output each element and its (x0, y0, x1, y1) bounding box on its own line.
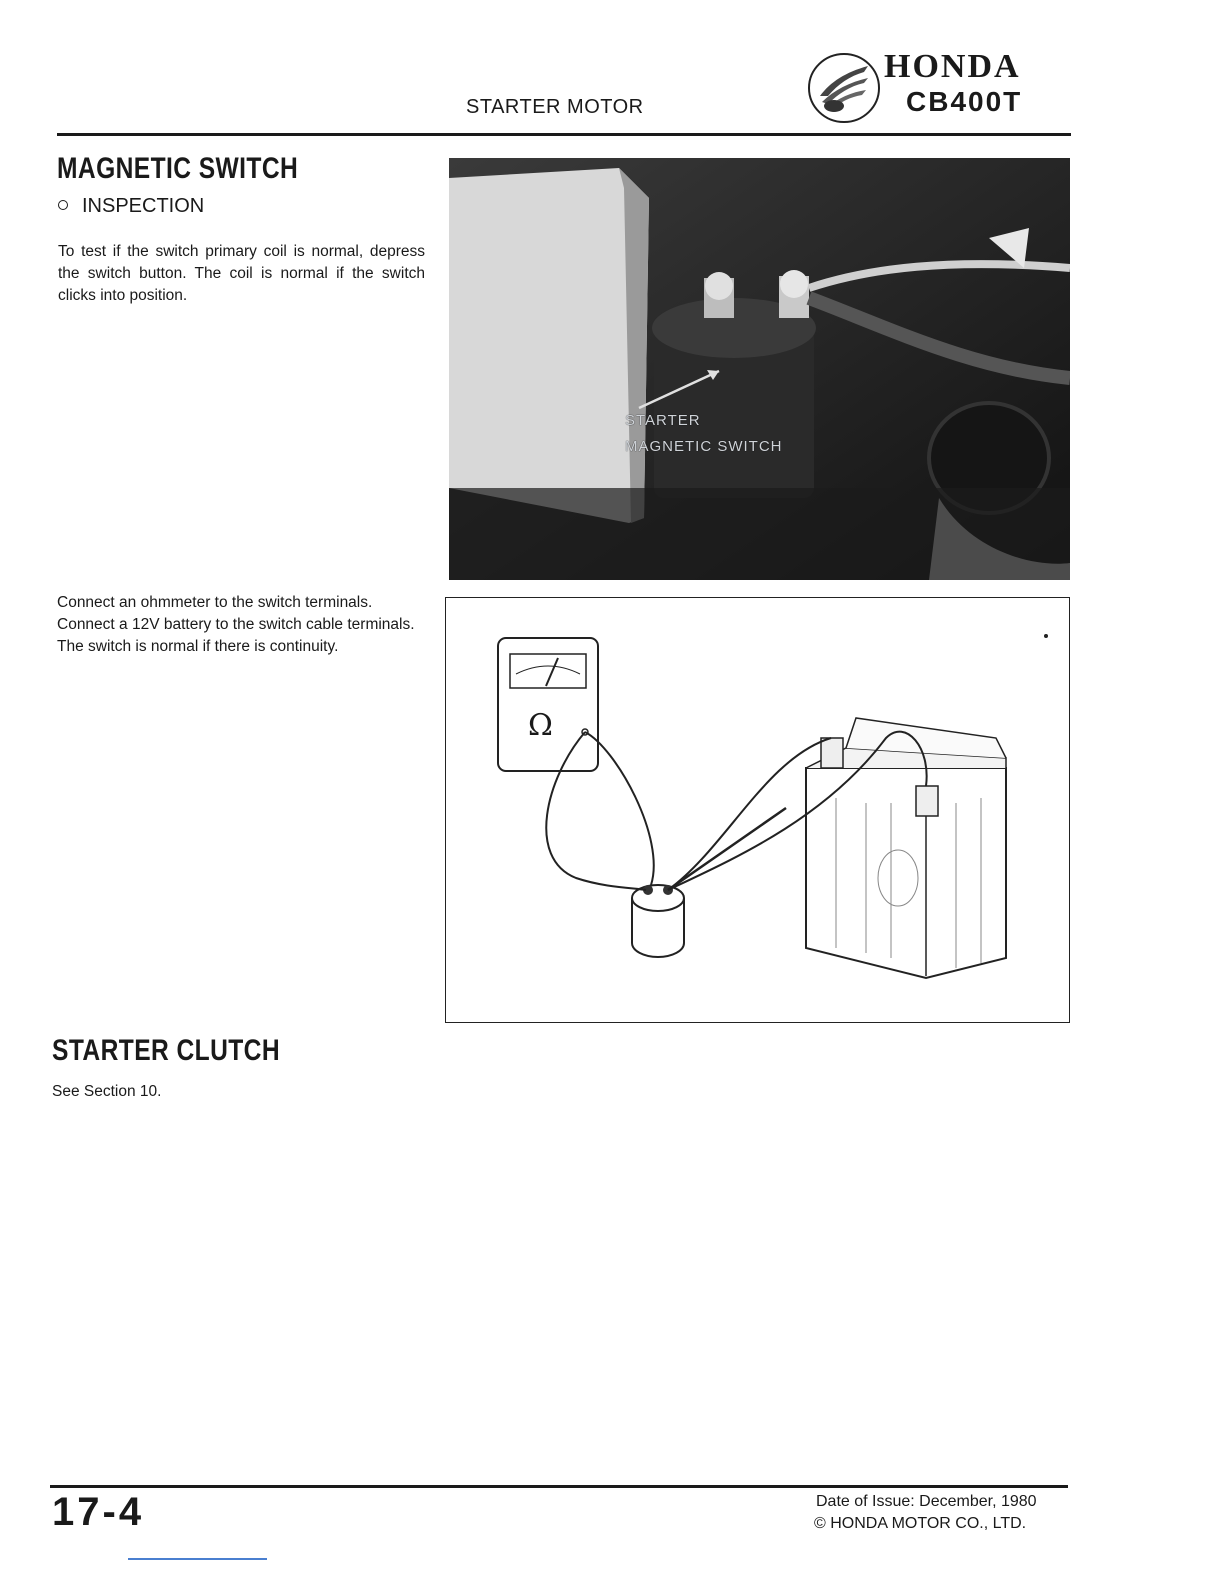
photo-label-magnetic-switch: MAGNETIC SWITCH (625, 438, 783, 455)
magnetic-switch-photo (449, 158, 1070, 580)
starter-clutch-heading: STARTER CLUTCH (52, 1034, 281, 1067)
inspection-subheading (58, 195, 204, 218)
brand-name: HONDA (884, 48, 1021, 85)
footer-rule (50, 1485, 1068, 1488)
instruction-line: Connect a 12V battery to the switch cable terminals. (57, 616, 415, 633)
coil-test-paragraph: To test if the switch primary coil is normal, depress the switch button. The coil is normal if the switch clicks into position. (58, 243, 425, 304)
ohm-symbol: Ω (528, 708, 553, 743)
header-rule (57, 133, 1071, 136)
issue-date: Date of Issue: December, 1980 (816, 1493, 1037, 1510)
continuity-test-paragraph (57, 592, 424, 658)
honda-wing-logo (806, 50, 882, 126)
blue-underline (128, 1558, 267, 1560)
section-title: STARTER MOTOR (466, 96, 644, 118)
starter-clutch-text: See Section 10. (52, 1083, 162, 1100)
continuity-test-diagram (445, 597, 1070, 1023)
inspection-label: INSPECTION (82, 195, 205, 217)
diagram-illustration (446, 598, 1069, 1022)
model-name: CB400T (906, 86, 1023, 117)
bullet-icon (58, 200, 68, 210)
instruction-line: The switch is normal if there is continuity. (57, 638, 339, 655)
copyright: © HONDA MOTOR CO., LTD. (814, 1515, 1027, 1532)
magnetic-switch-heading: MAGNETIC SWITCH (57, 152, 299, 185)
instruction-line: Connect an ohmmeter to the switch terminals. (57, 594, 373, 611)
photo-label-starter: STARTER (625, 412, 701, 429)
photo-illustration (449, 158, 1070, 580)
page-number: 17-4 (52, 1490, 145, 1534)
